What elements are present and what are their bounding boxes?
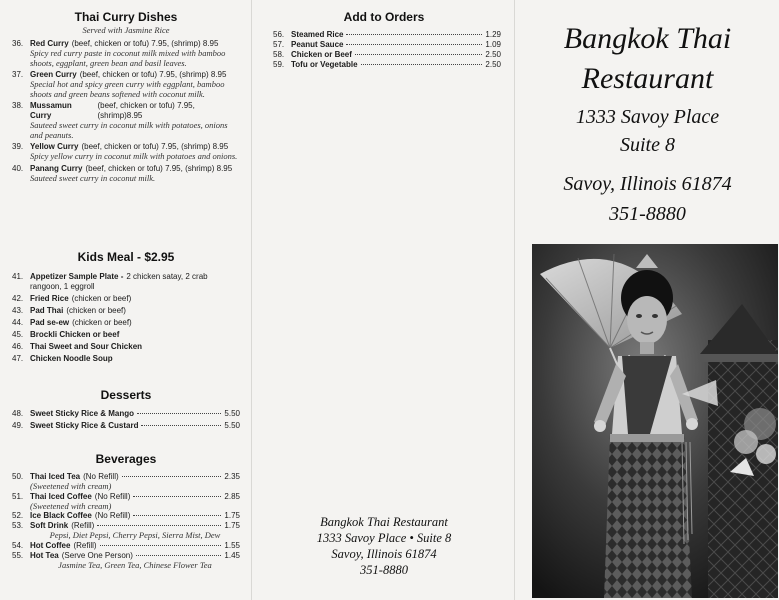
item-number: 42. bbox=[12, 294, 24, 303]
menu-item-row bbox=[12, 272, 240, 292]
item-number: 36. bbox=[12, 39, 24, 48]
footer-address bbox=[253, 514, 515, 578]
cover-address2: Suite 8 bbox=[620, 134, 675, 156]
menu-item bbox=[12, 272, 240, 292]
menu-item-row bbox=[12, 342, 240, 352]
item-description: Special hot and spicy green curry with eggplant, bamboo shoots and green beans softened with coconut milk. bbox=[30, 79, 225, 99]
menu-item bbox=[12, 521, 240, 541]
footer-phone: 351-8880 bbox=[360, 563, 408, 577]
item-price: 1.45 bbox=[224, 550, 240, 560]
menu-item-row bbox=[12, 294, 240, 304]
menu-item bbox=[12, 472, 240, 492]
menu-item-row bbox=[12, 354, 240, 364]
item-name: Yellow Curry bbox=[30, 142, 79, 151]
item-name: Appetizer Sample Plate - bbox=[30, 272, 124, 281]
item-name: Pad Thai bbox=[30, 306, 64, 315]
menu-item bbox=[12, 541, 240, 551]
item-note: (chicken or beef) bbox=[72, 318, 132, 327]
item-name: Panang Curry bbox=[30, 163, 83, 173]
item-note: (Serve One Person) bbox=[61, 550, 133, 560]
item-name: Green Curry bbox=[30, 70, 77, 79]
curry-subtitle: Served with Jasmine Rice bbox=[82, 25, 170, 35]
beverages-list bbox=[0, 472, 252, 570]
item-note: (No Refill) bbox=[83, 472, 119, 481]
item-name: Fried Rice bbox=[30, 294, 69, 303]
item-price: 5.50 bbox=[224, 421, 240, 430]
menu-item bbox=[273, 60, 501, 70]
cover-address1: 1333 Savoy Place bbox=[575, 106, 720, 128]
item-number: 37. bbox=[12, 70, 24, 79]
item-number: 53. bbox=[12, 521, 24, 530]
photo-illustration bbox=[532, 244, 778, 598]
left-panel bbox=[0, 0, 252, 600]
item-number: 39. bbox=[12, 142, 24, 151]
cover-city: Savoy, Illinois 61874 bbox=[563, 173, 732, 195]
menu-item-row bbox=[12, 409, 240, 419]
item-number: 57. bbox=[273, 40, 285, 49]
dot-leader bbox=[122, 476, 222, 477]
item-number: 40. bbox=[12, 163, 24, 173]
dot-leader bbox=[141, 425, 221, 426]
item-name: Sweet Sticky Rice & Mango bbox=[30, 409, 135, 418]
dot-leader bbox=[346, 34, 482, 35]
addons-section bbox=[253, 10, 515, 70]
curry-title: Thai Curry Dishes bbox=[74, 10, 178, 24]
item-name: Steamed Rice bbox=[291, 30, 344, 39]
item-prices: (beef, chicken or tofu) 7.95, (shrimp) 8.95 bbox=[71, 39, 219, 48]
item-price: 1.55 bbox=[224, 540, 240, 550]
item-number: 51. bbox=[12, 491, 24, 501]
dot-leader bbox=[97, 525, 221, 526]
cover-name-line2: Restaurant bbox=[581, 62, 714, 95]
menu-item-row bbox=[12, 330, 240, 340]
desserts-section bbox=[0, 388, 252, 433]
item-number: 44. bbox=[12, 318, 24, 327]
item-name: Mussamun Curry bbox=[30, 101, 72, 120]
menu-item-row bbox=[12, 164, 240, 174]
item-note: (chicken or beef) bbox=[71, 294, 132, 303]
item-prices: (beef, chicken or tofu) 7.95, (shrimp)8.95 bbox=[97, 101, 195, 120]
item-number: 43. bbox=[12, 306, 24, 315]
item-description: Sauteed sweet curry in coconut milk with potatoes, onions and peanuts. bbox=[30, 120, 228, 140]
item-description: (Sweetened with cream) bbox=[30, 500, 112, 511]
item-name: Chicken or Beef bbox=[291, 50, 352, 59]
item-number: 48. bbox=[12, 409, 24, 418]
menu-item bbox=[273, 50, 501, 60]
item-prices: (beef, chicken or tofu) 7.95, (shrimp) 8.95 bbox=[85, 163, 233, 173]
footer-restaurant-name: Bangkok Thai Restaurant bbox=[320, 515, 448, 529]
menu-item bbox=[12, 330, 240, 340]
addons-list bbox=[253, 30, 515, 70]
menu-item bbox=[12, 164, 240, 184]
item-price: 1.09 bbox=[485, 40, 501, 49]
menu-item bbox=[12, 511, 240, 521]
menu-item-row bbox=[12, 318, 240, 328]
menu-item-row bbox=[273, 30, 501, 40]
item-description: Jasmine Tea, Green Tea, Chinese Flower Tea bbox=[58, 559, 212, 570]
dot-leader bbox=[100, 545, 222, 546]
item-note: (chicken or beef) bbox=[66, 306, 126, 315]
item-description: Pepsi, Diet Pepsi, Cherry Pepsi, Sierra Mist, Dew bbox=[49, 530, 221, 540]
menu-item bbox=[12, 421, 240, 431]
menu-item bbox=[273, 30, 501, 40]
girl-with-parasol-photo bbox=[532, 244, 778, 598]
item-name: Ice Black Coffee bbox=[30, 511, 92, 520]
menu-item bbox=[12, 492, 240, 512]
kids-section bbox=[0, 250, 252, 366]
item-number: 45. bbox=[12, 330, 24, 339]
menu-item-row bbox=[273, 40, 501, 50]
item-name: Hot Coffee bbox=[30, 540, 71, 550]
item-prices: (beef, chicken or tofu) 7.95, (shrimp) 8.95 bbox=[79, 70, 227, 79]
item-name: Sweet Sticky Rice & Custard bbox=[30, 421, 139, 430]
item-number: 56. bbox=[273, 30, 285, 39]
menu-item-row bbox=[12, 421, 240, 431]
item-price: 5.50 bbox=[224, 409, 240, 418]
footer-city: Savoy, Illinois 61874 bbox=[331, 547, 437, 561]
addons-title: Add to Orders bbox=[343, 10, 425, 24]
desserts-title: Desserts bbox=[100, 388, 152, 402]
beverages-section bbox=[0, 452, 252, 570]
item-description: Spicy yellow curry in coconut milk with potatoes and onions. bbox=[30, 151, 238, 161]
cover-name-line1: Bangkok Thai bbox=[563, 22, 732, 55]
dot-leader bbox=[136, 555, 222, 556]
item-description: Sauteed sweet curry in coconut milk. bbox=[30, 172, 156, 183]
item-note: 2 chicken satay, 2 crab rangoon, 1 eggroll bbox=[30, 272, 208, 291]
dot-leader bbox=[133, 515, 221, 516]
item-name: Red Curry bbox=[30, 39, 69, 48]
menu-item-row bbox=[12, 511, 240, 521]
item-number: 59. bbox=[273, 60, 285, 69]
item-price: 1.75 bbox=[224, 521, 240, 530]
beverages-title: Beverages bbox=[95, 452, 157, 466]
dot-leader bbox=[137, 413, 221, 414]
item-note: (No Refill) bbox=[94, 491, 131, 501]
item-note: (No Refill) bbox=[94, 511, 131, 520]
curry-list bbox=[0, 39, 252, 183]
item-name: Thai Sweet and Sour Chicken bbox=[30, 342, 143, 351]
item-name: Brockli Chicken or beef bbox=[30, 330, 120, 339]
menu-item-row bbox=[12, 101, 240, 121]
item-name: Tofu or Vegetable bbox=[291, 60, 358, 69]
item-name: Thai Iced Tea bbox=[30, 472, 81, 481]
menu-item-row bbox=[12, 492, 240, 502]
item-description: Spicy red curry paste in coconut milk mixed with bamboo shoots, eggplant, green bean and basil leaves. bbox=[30, 48, 226, 68]
item-number: 47. bbox=[12, 354, 24, 363]
menu-item-row bbox=[12, 306, 240, 316]
menu-item bbox=[12, 142, 240, 162]
footer-street: 1333 Savoy Place • Suite 8 bbox=[316, 531, 452, 545]
dot-leader bbox=[346, 44, 482, 45]
item-price: 2.50 bbox=[485, 60, 501, 69]
item-number: 38. bbox=[12, 101, 24, 110]
menu-item-row bbox=[273, 60, 501, 70]
menu-item bbox=[12, 318, 240, 328]
menu-item-row bbox=[12, 551, 240, 561]
menu-item bbox=[12, 306, 240, 316]
item-name: Peanut Sauce bbox=[291, 40, 344, 49]
item-number: 41. bbox=[12, 272, 24, 281]
item-price: 1.29 bbox=[485, 30, 501, 39]
dot-leader bbox=[355, 54, 483, 55]
menu-item bbox=[12, 294, 240, 304]
dot-leader bbox=[361, 64, 483, 65]
cover-panel bbox=[516, 0, 779, 600]
item-price: 2.35 bbox=[224, 472, 240, 481]
item-name: Soft Drink bbox=[30, 521, 69, 530]
menu-item bbox=[12, 39, 240, 68]
item-number: 46. bbox=[12, 342, 24, 351]
item-number: 52. bbox=[12, 511, 24, 520]
curry-section bbox=[0, 10, 252, 185]
item-price: 2.85 bbox=[224, 491, 240, 501]
item-number: 58. bbox=[273, 50, 285, 59]
item-name: Thai Iced Coffee bbox=[30, 491, 92, 501]
item-name: Hot Tea bbox=[30, 550, 59, 560]
dot-leader bbox=[133, 496, 221, 497]
item-note: (Refill) bbox=[73, 540, 97, 550]
menu-item bbox=[12, 70, 240, 99]
item-name: Chicken Noodle Soup bbox=[30, 354, 113, 363]
menu-item bbox=[12, 354, 240, 364]
middle-panel bbox=[253, 0, 515, 600]
menu-item bbox=[273, 40, 501, 50]
menu-item bbox=[12, 551, 240, 571]
item-note: (Refill) bbox=[71, 521, 95, 530]
item-number: 55. bbox=[12, 550, 24, 560]
menu-item bbox=[12, 101, 240, 140]
menu-item-row bbox=[12, 541, 240, 551]
menu-item-row bbox=[273, 50, 501, 60]
item-number: 50. bbox=[12, 472, 24, 481]
item-name: Pad se-ew bbox=[30, 318, 70, 327]
item-number: 54. bbox=[12, 540, 24, 550]
menu-item bbox=[12, 342, 240, 352]
desserts-list bbox=[0, 409, 252, 431]
kids-list bbox=[0, 272, 252, 364]
menu-item bbox=[12, 409, 240, 419]
kids-title: Kids Meal - $2.95 bbox=[77, 250, 175, 264]
item-description: (Sweetened with cream) bbox=[30, 481, 112, 491]
item-prices: (beef, chicken or tofu) 7.95, (shrimp) 8.95 bbox=[81, 142, 229, 151]
item-price: 2.50 bbox=[485, 50, 501, 59]
cover-phone: 351-8880 bbox=[609, 203, 686, 225]
item-number: 49. bbox=[12, 421, 24, 430]
item-price: 1.75 bbox=[224, 511, 240, 520]
